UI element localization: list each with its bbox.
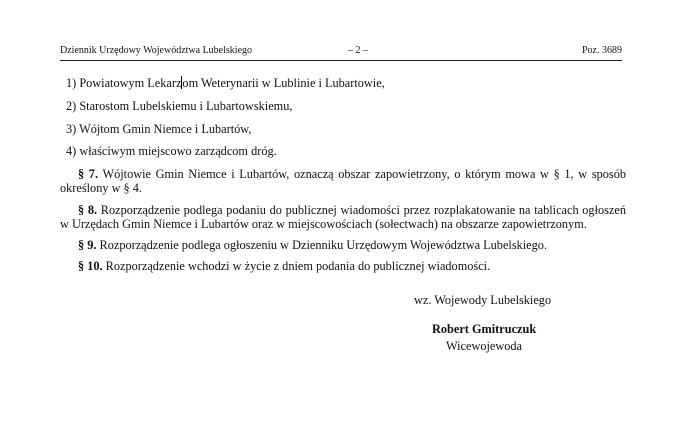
list-item-2: 2) Starostom Lubelskiemu i Lubartowskiemu, bbox=[66, 98, 293, 113]
list-item-3: 3) Wójtom Gmin Niemce i Lubartów, bbox=[66, 121, 252, 136]
journal-title: Dziennik Urzędowy Województwa Lubelskiego bbox=[60, 45, 253, 56]
section-number: § 9. bbox=[78, 238, 97, 252]
document-body[interactable] bbox=[60, 76, 626, 280]
signature-on-behalf: wz. Wojewody Lubelskiego bbox=[414, 293, 552, 307]
signatory-name: Robert Gmitruczuk bbox=[432, 322, 537, 336]
section-number: § 7. bbox=[78, 167, 99, 182]
list-item-1: 1) Powiatowym Lekarzom Weterynarii w Lublinie i Lubartowie, bbox=[66, 76, 385, 90]
page-header bbox=[60, 44, 622, 58]
paragraph-8: § 8. Rozporządzenie podlega podaniu do publicznej wiadomości przez rozplakatowanie na tablicach ogłoszeń w Urzędach Gmin Niemce i Lubartów oraz w miejscowościach (sołectwach) na obszarze zapowietrzonym. bbox=[60, 202, 626, 231]
section-number: § 10. bbox=[78, 259, 103, 274]
paragraph-7: § 7. Wójtowie Gmin Niemce i Lubartów, oznaczą obszar zapowietrzony, o którym mowa w § 1, w sposób określony w § 4. bbox=[60, 167, 627, 196]
list-item-4: 4) właściwym miejscowo zarządcom dróg. bbox=[66, 144, 277, 159]
paragraph-9: § 9. Rozporządzenie podlega ogłoszeniu w Dzienniku Urzędowym Województwa Lubelskiego. bbox=[78, 238, 548, 252]
page-number: – 2 – bbox=[348, 45, 368, 56]
position-number: Poz. 3689 bbox=[582, 45, 622, 56]
paragraph-10: § 10. Rozporządzenie wchodzi w życie z dniem podania do publicznej wiadomości. bbox=[78, 259, 491, 274]
header-divider bbox=[60, 60, 622, 61]
signatory-role: Wicewojewoda bbox=[446, 339, 522, 353]
section-number: § 8. bbox=[78, 202, 98, 217]
